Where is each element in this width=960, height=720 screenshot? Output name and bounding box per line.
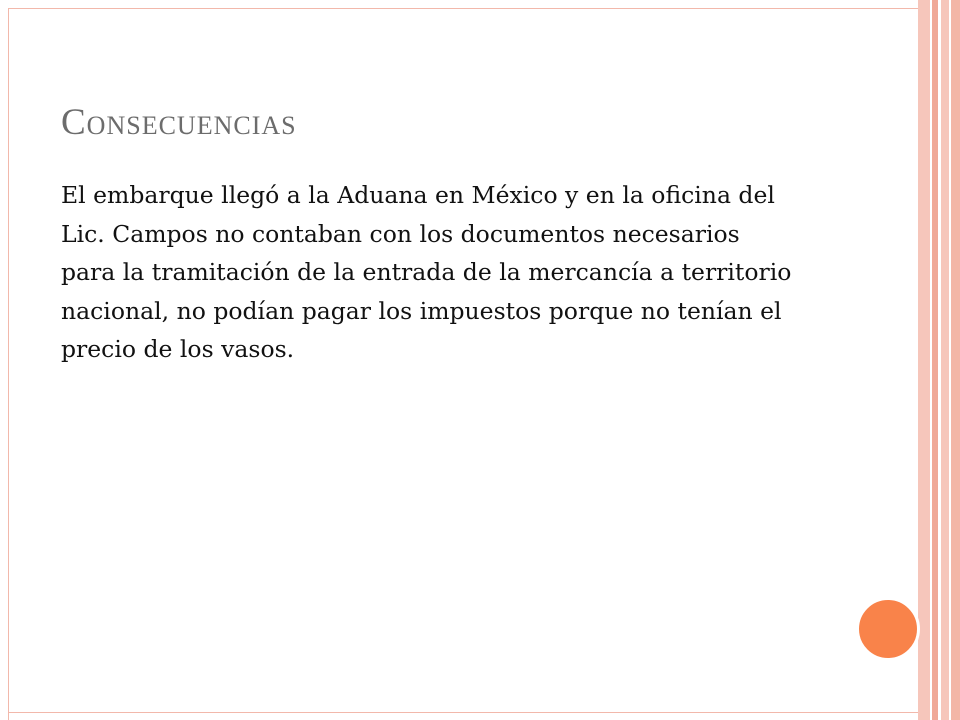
slide-body-text: El embarque llegó a la Aduana en México y en la oficina del Lic. Campos no contaban con los documentos necesarios para la tramitación de la entrada de la mercancía a territorio nacional, no podían pagar los impuestos porque no tenían el precio de los vasos. bbox=[61, 181, 792, 363]
slide-title: Consecuencias bbox=[61, 102, 297, 143]
decorative-circle bbox=[856, 597, 920, 661]
decorative-stripe bbox=[918, 0, 930, 720]
frame-top-line bbox=[8, 8, 920, 9]
frame-left-line bbox=[8, 8, 9, 720]
decorative-stripe bbox=[941, 0, 949, 720]
frame-bottom-line bbox=[8, 712, 920, 713]
decorative-stripe bbox=[951, 0, 960, 720]
